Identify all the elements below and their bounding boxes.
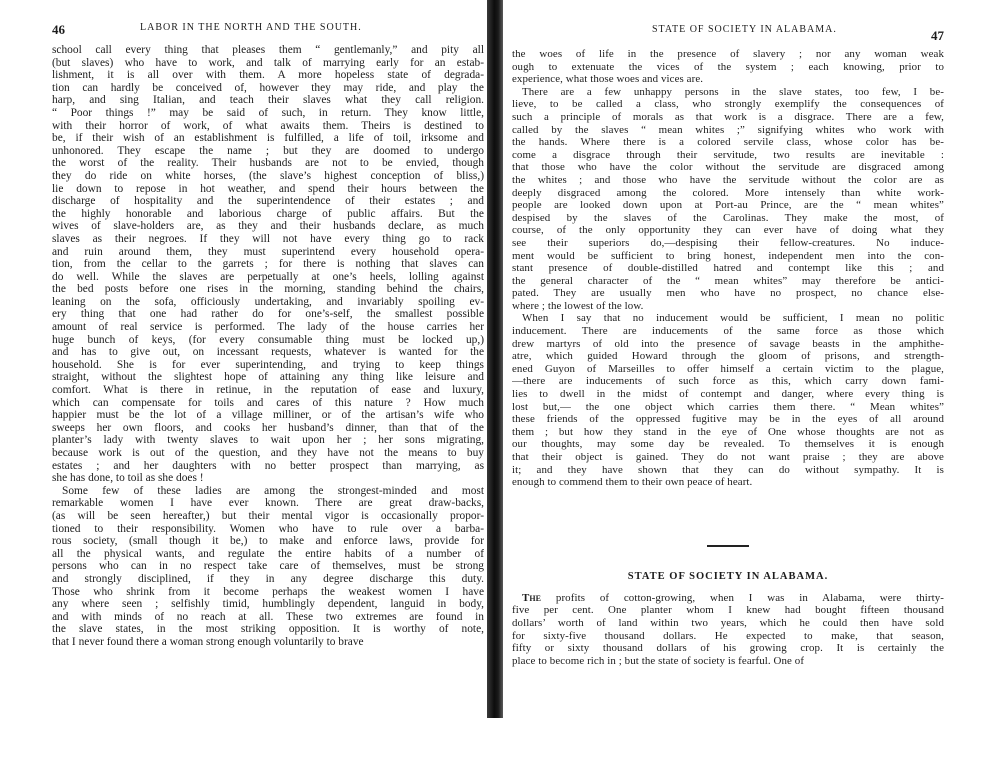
section-paragraph-rest bbox=[512, 604, 944, 667]
text-line: that those who have the color without the servitude are disgraced among bbox=[512, 161, 944, 174]
text-line: discharge of hospitality and the superintendence of their estates ; and bbox=[52, 195, 484, 208]
text-line: pated. They are usually men who have no prospect, no chance else- bbox=[512, 287, 944, 300]
text-line bbox=[512, 592, 944, 605]
text-line: ery thing that one had rather do for one’s-self, the smallest possible bbox=[52, 308, 484, 321]
right-page bbox=[512, 0, 944, 759]
text-line: dollars’ worth of land within two years, which he could then have sold bbox=[512, 616, 944, 629]
text-line-rest: profits of cotton-growing, when I was in Alabama, were thirty- bbox=[555, 591, 944, 604]
text-line: that their object is gained. They do not want praise ; they are above bbox=[512, 451, 944, 463]
text-line: experience, what those woes and vices are. bbox=[512, 73, 704, 86]
right-paragraph-2 bbox=[512, 86, 944, 313]
text-line: fifty or sixty thousand dollars of his growing crop. It is certainly the bbox=[512, 642, 944, 655]
text-line: because work is out of the question, and they have not the means to buy bbox=[52, 447, 484, 459]
text-line: called by the slaves “ mean whites ;” signifying whites who work with bbox=[512, 123, 944, 136]
text-line: that I never found there a woman strong enough voluntarily to brave bbox=[52, 635, 364, 648]
text-line: ment would be sufficient to bring honest, independent men into the con- bbox=[512, 249, 944, 262]
text-line: household. She is for ever superintending, and trying to keep things bbox=[52, 358, 484, 371]
text-line: lieve, to be called a class, who strongly exemplify the consequences of bbox=[512, 98, 944, 111]
text-line: lost but,— the one object which carries them there. “ Mean whites” bbox=[512, 400, 944, 413]
text-line: tion, from the cellar to the garrets ; for there is nothing that slaves can bbox=[52, 258, 484, 271]
text-line: rous society, (small though it be,) to make and enforce laws, provide for bbox=[52, 535, 484, 548]
text-line: the whites ; and those who have the servitude without the color are as bbox=[512, 173, 944, 186]
text-line: place to become rich in ; but the state of society is fearful. One of bbox=[512, 654, 805, 667]
text-line: wives of slave-holders are, as they and their husbands declare, as much bbox=[52, 220, 484, 233]
text-line: slaves as their negroes. If they will not have every thing go to rack bbox=[52, 232, 484, 245]
text-line: and ruin around them, they must superintend every household opera- bbox=[52, 245, 484, 258]
text-line: enough to commend them to their own peace of heart. bbox=[512, 476, 753, 489]
text-line: harp, and sing Italian, and teach their slaves what they call religion. bbox=[52, 94, 484, 107]
text-line: people are looked down upon at Port-au Prince, are the “ mean whites” bbox=[512, 199, 944, 212]
text-line: our thoughts, may some day be revealed. To themselves it is enough bbox=[512, 438, 944, 451]
right-page-number: 47 bbox=[931, 28, 944, 43]
left-paragraph-1 bbox=[52, 44, 484, 485]
text-line: it; and they have shown that they can do without sympathy. It is bbox=[512, 463, 944, 476]
text-line: course, of the only opportunity they can ever have of doing what they bbox=[512, 224, 944, 237]
text-line: they do ride on white horses, (the slave’s highest conception of bliss,) bbox=[52, 169, 484, 182]
text-line: There are a few unhappy persons in the slave states, too few, I be- bbox=[522, 85, 944, 98]
text-line: the slave states, in the most striking opposition. It is worthy of note, bbox=[52, 623, 484, 636]
text-line: inducement. There are inducements of the same force as those which bbox=[512, 325, 944, 338]
text-line: “ Poor things !” may be said of such, in return. They know little, bbox=[52, 106, 484, 119]
text-line: deeply disgraced among the colored. More intensely than white work- bbox=[512, 186, 944, 199]
text-line: stant presence of double-distilled hatred and contempt like this ; and bbox=[512, 262, 944, 275]
text-line: where ; the lowest of the low. bbox=[512, 299, 644, 312]
text-line: —there are inducements of such force as this, which carry down fami- bbox=[512, 375, 944, 388]
text-line: the worst of the reality. Their husbands are not to be envied, though bbox=[52, 157, 484, 170]
text-line: the woes of life in the presence of slavery ; nor any woman weak bbox=[512, 48, 944, 60]
section-paragraph bbox=[512, 592, 944, 668]
text-line: school call every thing that pleases them “ gentlemanly,” and pity all bbox=[52, 44, 484, 56]
text-line: unhonored. They escape the name ; but they are doomed to undergo bbox=[52, 144, 484, 157]
text-line: lie down to repose in hot weather, and spend their hours between the bbox=[52, 182, 484, 195]
right-page-header bbox=[512, 16, 944, 43]
text-line: such a principle of morals as that work is a disgrace. There are a few, bbox=[512, 110, 944, 123]
text-line: ened Guyon of Marseilles to offer himself a certain victim to the plague, bbox=[512, 362, 944, 375]
text-line: planter’s lady with twenty slaves to wait upon her ; her sons migrating, bbox=[52, 434, 484, 447]
text-line: the highly honorable and laborious charge of public affairs. But the bbox=[52, 207, 484, 220]
text-line: huge bunch of keys, (for every consumable thing must be locked up,) bbox=[52, 333, 484, 346]
text-line: the hands. Where there is a colored servile class, whose color has be- bbox=[512, 136, 944, 149]
text-line: come a disgrace through their servitude, two results are inevitable : bbox=[512, 148, 944, 161]
text-line: estates ; and her daughters with no better prospect than marrying, as bbox=[52, 459, 484, 472]
text-line: the bed posts before one rises in the morning, standing behind the chairs, bbox=[52, 283, 484, 296]
text-line: tion can hardly be conceived of, however they may ride, and play the bbox=[52, 81, 484, 94]
left-page-number: 46 bbox=[52, 22, 65, 37]
text-line: which can compensate for toils and cares of this nature ? How much bbox=[52, 396, 484, 409]
text-line: ough to extenuate the vices of the system ; each knowing, prior to bbox=[512, 60, 944, 73]
left-page-body bbox=[52, 44, 484, 649]
section-divider bbox=[707, 545, 749, 547]
text-line: persons who can in no respect take care of themselves, must be strong bbox=[52, 560, 484, 573]
text-line: any where seen ; selfishly timid, humblingly dependent, languid in body, bbox=[52, 598, 484, 611]
text-line: Those who shrink from it become perhaps the weakest women I have bbox=[52, 585, 484, 598]
text-line: and has to give out, on incessant requests, whatever is wanted for the bbox=[52, 346, 484, 359]
text-line: the general character of the “ mean whites” may therefore be antici- bbox=[512, 274, 944, 287]
left-page bbox=[52, 0, 484, 759]
text-line: all the physical wants, and regulate the entire habits of a number of bbox=[52, 547, 484, 560]
right-page-body bbox=[512, 48, 944, 667]
text-line: and strongly disciplined, if they in any degree discharge this duty. bbox=[52, 572, 484, 585]
text-line: leaning on the sofa, officiously undertaking, and invariably spoiling ev- bbox=[52, 295, 484, 308]
right-paragraph-3 bbox=[512, 312, 944, 488]
text-line: with their horror of work, of what awaits them. Theirs is destined to bbox=[52, 119, 484, 132]
text-line: lishment, it is all over with them. A more hopeless state of degrada- bbox=[52, 69, 484, 82]
text-line: drew martyrs of old into the presence of savage beasts in the amphithe- bbox=[512, 337, 944, 350]
drop-word: The bbox=[522, 591, 542, 604]
text-line: Some few of these ladies are among the strongest-minded and most bbox=[62, 484, 484, 497]
text-line: for sixty-five thousand dollars. He expected to make, that season, bbox=[512, 629, 944, 642]
text-line: sweeps her own floors, and cooks her husband’s dinner, than that of the bbox=[52, 421, 484, 434]
text-line: (but slaves) who have to work, and talk of marrying early for an estab- bbox=[52, 56, 484, 69]
text-line: remarkable women I have ever known. There are great draw-backs, bbox=[52, 497, 484, 510]
left-running-title: LABOR IN THE NORTH AND THE SOUTH. bbox=[140, 22, 362, 33]
text-line: be, if their wish of an establishment is fulfilled, a life of toil, irksome and bbox=[52, 132, 484, 145]
text-line: straight, without the slightest hope of attaining any thing like leisure and bbox=[52, 371, 484, 384]
text-line: When I say that no inducement would be sufficient, I mean no politic bbox=[522, 312, 944, 325]
text-line: despised by the slaves of the Carolinas. They make the most, of bbox=[512, 211, 944, 224]
section-heading: STATE OF SOCIETY IN ALABAMA. bbox=[627, 570, 829, 582]
text-line: amount of real service is performed. The lady of the house carries her bbox=[52, 321, 484, 334]
text-line: atre, which guided Howard through the gloom of prisons, and strength- bbox=[512, 350, 944, 363]
text-line: and with minds of no reach at all. These two extremes are found in bbox=[52, 610, 484, 623]
right-paragraph-1 bbox=[512, 48, 944, 86]
text-line: tioned to their responsibility. Women who have to rule over a barba- bbox=[52, 522, 484, 535]
text-line: lies to dwell in the midst of contempt and danger, where every thing is bbox=[512, 388, 944, 401]
text-line: she has done, to toil as she does ! bbox=[52, 472, 204, 485]
text-line: see their superiors do,—despising their fellow-creatures. No induce- bbox=[512, 236, 944, 249]
right-running-title: STATE OF SOCIETY IN ALABAMA. bbox=[652, 24, 837, 35]
text-line: them ; but how they stand in the eye of One whose thoughts are not as bbox=[512, 425, 944, 438]
text-line: comfort. What is there in retinue, in the reputation of ease and luxury, bbox=[52, 384, 484, 397]
left-paragraph-2 bbox=[52, 485, 484, 649]
text-line: happier must be the lot of a village milliner, or of the artisan’s wife who bbox=[52, 409, 484, 422]
text-line: (as will be seen hereafter,) but their mental vigor is occasionally propor- bbox=[52, 509, 484, 522]
book-gutter bbox=[487, 0, 503, 718]
text-line: these friends of the oppressed fugitive may be in the eyes of all around bbox=[512, 413, 944, 426]
text-line: five per cent. One planter whom I knew had bought fifteen thousand bbox=[512, 604, 944, 617]
left-page-header bbox=[52, 16, 484, 36]
text-line: do well. While the slaves are perpetually at one’s heels, lolling against bbox=[52, 270, 484, 283]
